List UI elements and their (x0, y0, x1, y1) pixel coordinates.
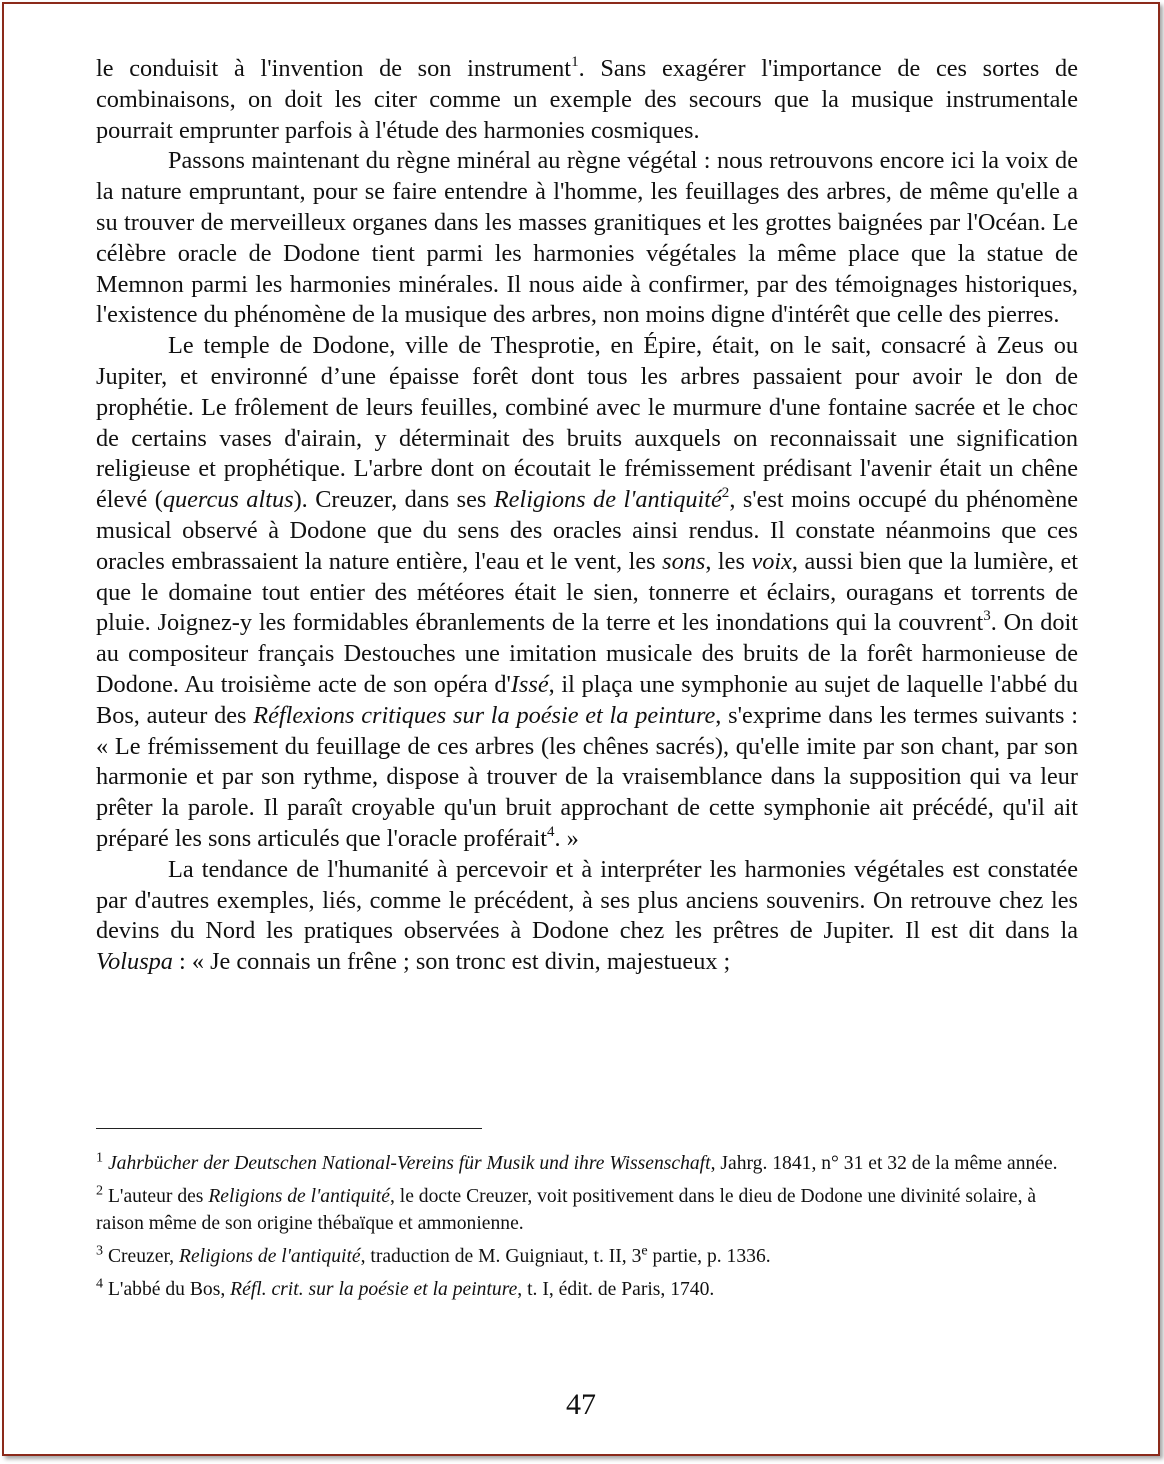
text-run: . Sans exagérer l'importance de ces sortes de combinaisons, on doit les citer comme un exemple des secours que la musique instrumentale pourrait emprunter parfois à l'étude des harmonies cosmiques. (96, 55, 1078, 144)
text-run: , traduction de M. Guigniaut, t. II, 3 (360, 1246, 642, 1267)
italic-text: Jahrbücher der Deutschen National-Vereins für Musik und ihre Wissenschaft (107, 1153, 711, 1174)
text-run: , Jahrg. 1841, n° 31 et 32 de la même année. (710, 1153, 1058, 1174)
footnote-ref: 1 (96, 1149, 104, 1166)
paragraph (96, 146, 1078, 331)
footnote-ref: 1 (571, 54, 579, 71)
footnote-ref: 2 (96, 1182, 104, 1199)
text-run: L'auteur des (103, 1186, 209, 1207)
text-run: Le temple de Dodone, ville de Thesprotie, en Épire, était, on le sait, consacré à Zeus ou Jupiter, et environné d’une épaisse forêt dont tous les arbres passaient pour avoir le don de prophétie. Le frôlement de leurs feuilles, combiné avec le murmure d'une fontaine sacrée et le choc de certains vases d'airain, y déterminait des bruits auxquels on reconnaissait une signification religieuse et prophétique. L'arbre dont on écoutait le frémissement prédisant l'avenir était un chêne élevé ( (96, 332, 1078, 514)
italic-text: Issé (510, 670, 549, 698)
italic-text: quercus altus (162, 486, 294, 514)
italic-text: Religions de l'antiquité (208, 1186, 390, 1207)
text-run: , s'exprime dans les termes suivants : « Le frémissement du feuillage de ces arbres (les chênes sacrés), qu'elle imite par son chant, par son harmonie et par son rythme, dispose à trouver de la vraisemblance dans la supposition qui va leur prêter la parole. Il paraît croyable qu'un bruit approchant de cette symphonie ait précédé, qu'il ait préparé les sons articulés que l'oracle proférait (96, 701, 1079, 852)
paragraph (96, 54, 1078, 146)
body-text (96, 54, 1078, 978)
text-run: , les (705, 547, 752, 575)
text-run: , s'est moins occupé du phénomène musical observé à Dodone que du sens des oracles ainsi rendus. Il constate néanmoins que ces oracles embrassaient la nature entière, l'eau et le vent, les (96, 486, 1079, 575)
italic-text: Réflexions critiques sur la poésie et la peinture (253, 701, 716, 729)
footnote-ref: 2 (721, 485, 730, 502)
footnote-ref: 3 (983, 608, 991, 625)
italic-text: Religions de l'antiquité (493, 486, 722, 514)
text-run: le conduisit à l'invention de son instrument (96, 55, 572, 82)
text-run: ). Creuzer, dans ses (293, 486, 494, 514)
text-run: , le docte Creuzer, voit positivement dans le dieu de Dodone une divinité solaire, à raison même de son origine thébaïque et ammonienne. (96, 1186, 1037, 1234)
text-run: , t. I, édit. de Paris, 1740. (517, 1279, 715, 1300)
text-run: Passons maintenant du règne minéral au règne végétal : nous retrouvons encore ici la voix de la nature empruntant, pour se faire entendre à l'homme, les feuillages des arbres, de même qu'elle a su trouver de merveilleux organes dans les masses granitiques et les grottes baignées par l'Océan. Le célèbre oracle de Dodone tient parmi les harmonies végétales la même place que la statue de Memnon parmi les harmonies minérales. Il nous aide à confirmer, par des témoignages historiques, l'existence du phénomène de la musique des arbres, non moins digne d'intérêt que celle des pierres. (96, 147, 1078, 329)
paragraph (96, 331, 1078, 855)
text-run: Creuzer, (103, 1246, 179, 1267)
text-run: : « Je connais un frêne ; son tronc est divin, majestueux ; (172, 948, 731, 976)
text-run: L'abbé du Bos, (103, 1279, 231, 1300)
text-run: , il plaça une symphonie au sujet de laquelle l'abbé du Bos, auteur des (96, 670, 1078, 729)
footnote (96, 1150, 1078, 1177)
document-page (2, 2, 1160, 1456)
footnote-separator (96, 1128, 482, 1129)
italic-text: sons (662, 547, 706, 575)
text-run: , aussi bien que la lumière, et que le domaine tout entier des météores était le sien, tonnerre et éclairs, ouragans et torrents de pluie. Joignez-y les formidables ébranlements de la terre et les inondations qui la couvrent (96, 547, 1079, 637)
italic-text: Voluspa (96, 948, 173, 976)
italic-text: Réfl. crit. sur la poésie et la peinture (230, 1279, 518, 1300)
text-run: . On doit au compositeur français Destouches une imitation musicale des bruits de la forêt harmonieuse de Dodone. Au troisième acte de son opéra d' (96, 609, 1079, 698)
footnote-ref: 3 (96, 1242, 104, 1259)
footnote-ref: 4 (96, 1275, 104, 1292)
footnote (96, 1243, 1078, 1270)
text-run: partie, p. 1336. (647, 1246, 771, 1267)
footnote-ref: 4 (546, 824, 555, 841)
text-run: . » (554, 824, 579, 852)
page-number: 47 (566, 1388, 596, 1421)
text-run: La tendance de l'humanité à percevoir et à interpréter les harmonies végétales est constatée par d'autres exemples, liés, comme le précédent, à ses plus anciens souvenirs. On retrouve chez les devins du Nord les pratiques observées à Dodone chez les prêtres de Jupiter. Il est dit dans la (96, 855, 1078, 945)
italic-text: voix (751, 547, 792, 575)
paragraph (96, 855, 1078, 978)
footnotes (96, 1150, 1078, 1309)
footnote-ref: e (641, 1242, 648, 1259)
footnote (96, 1276, 1078, 1303)
footnote (96, 1183, 1078, 1237)
italic-text: Religions de l'antiquité (178, 1246, 361, 1267)
